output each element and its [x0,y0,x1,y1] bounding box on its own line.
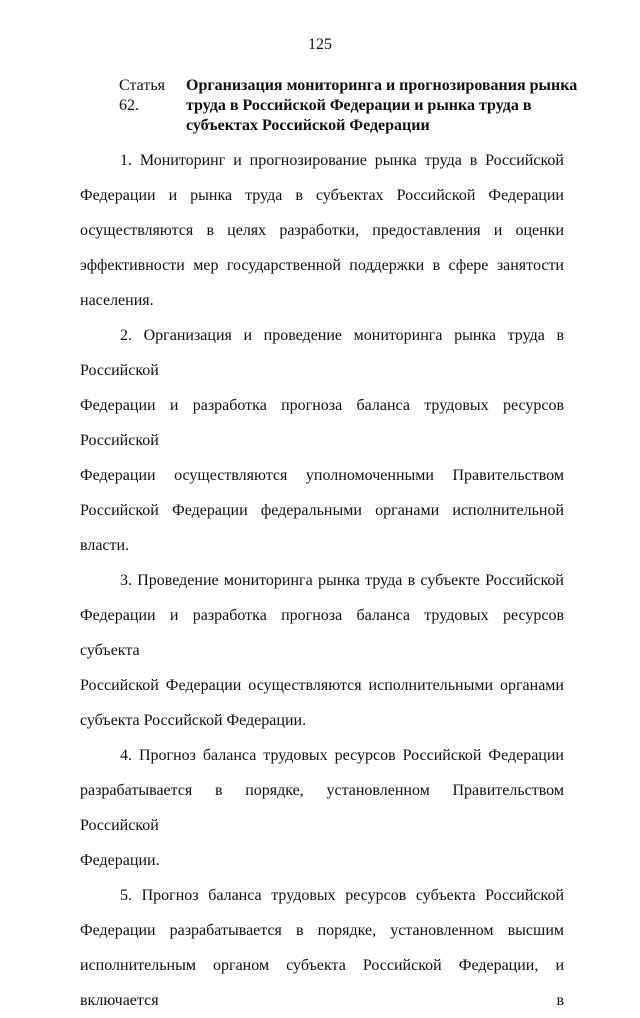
text-line: населения. [80,292,154,309]
article-label: Статья 62. [119,77,165,114]
text-line: эффективности мер государственной поддержки в сфере занятости [80,257,564,274]
text-line: осуществляются в целях разработки, предоставления и оценки [80,222,564,239]
paragraph-4 [80,738,564,878]
text-line: Федерации осуществляются уполномоченными Правительством [80,467,564,484]
article-title: Организация мониторинга и прогнозирования рынка труда в Российской Федерации и рынка труда в субъектах Российской Федерации [186,77,578,134]
article-body [80,143,564,1018]
paragraph-2 [80,318,564,563]
text-line: Российской Федерации осуществляются исполнительными органами [80,677,564,694]
page-number: 125 [308,36,332,53]
text-line: Федерации и разработка прогноза баланса трудовых ресурсов субъекта [80,607,564,659]
paragraph-5 [80,878,564,1018]
text-line: исполнительным органом субъекта Российской Федерации, и включается в [80,957,564,1009]
text-line: субъекта Российской Федерации. [80,712,307,729]
text-line: 4. Прогноз баланса трудовых ресурсов Российской Федерации [120,747,564,764]
paragraph-1 [80,143,564,318]
text-line: Федерации разрабатывается в порядке, установленном высшим [80,922,564,939]
text-line: разрабатывается в порядке, установленном Правительством Российской [80,782,564,834]
text-line: Федерации и рынка труда в субъектах Российской Федерации [80,187,564,204]
text-line: 1. Мониторинг и прогнозирование рынка труда в Российской [120,152,564,169]
text-line: Российской Федерации федеральными органами исполнительной власти. [80,502,564,554]
text-line: Федерации. [80,852,160,869]
text-line: 3. Проведение мониторинга рынка труда в субъекте Российской [120,572,564,589]
text-line: 5. Прогноз баланса трудовых ресурсов субъекта Российской [120,887,564,904]
article-heading [119,76,579,136]
text-line: 2. Организация и проведение мониторинга рынка труда в Российской [80,327,564,379]
text-line: Федерации и разработка прогноза баланса трудовых ресурсов Российской [80,397,564,449]
paragraph-3 [80,563,564,738]
